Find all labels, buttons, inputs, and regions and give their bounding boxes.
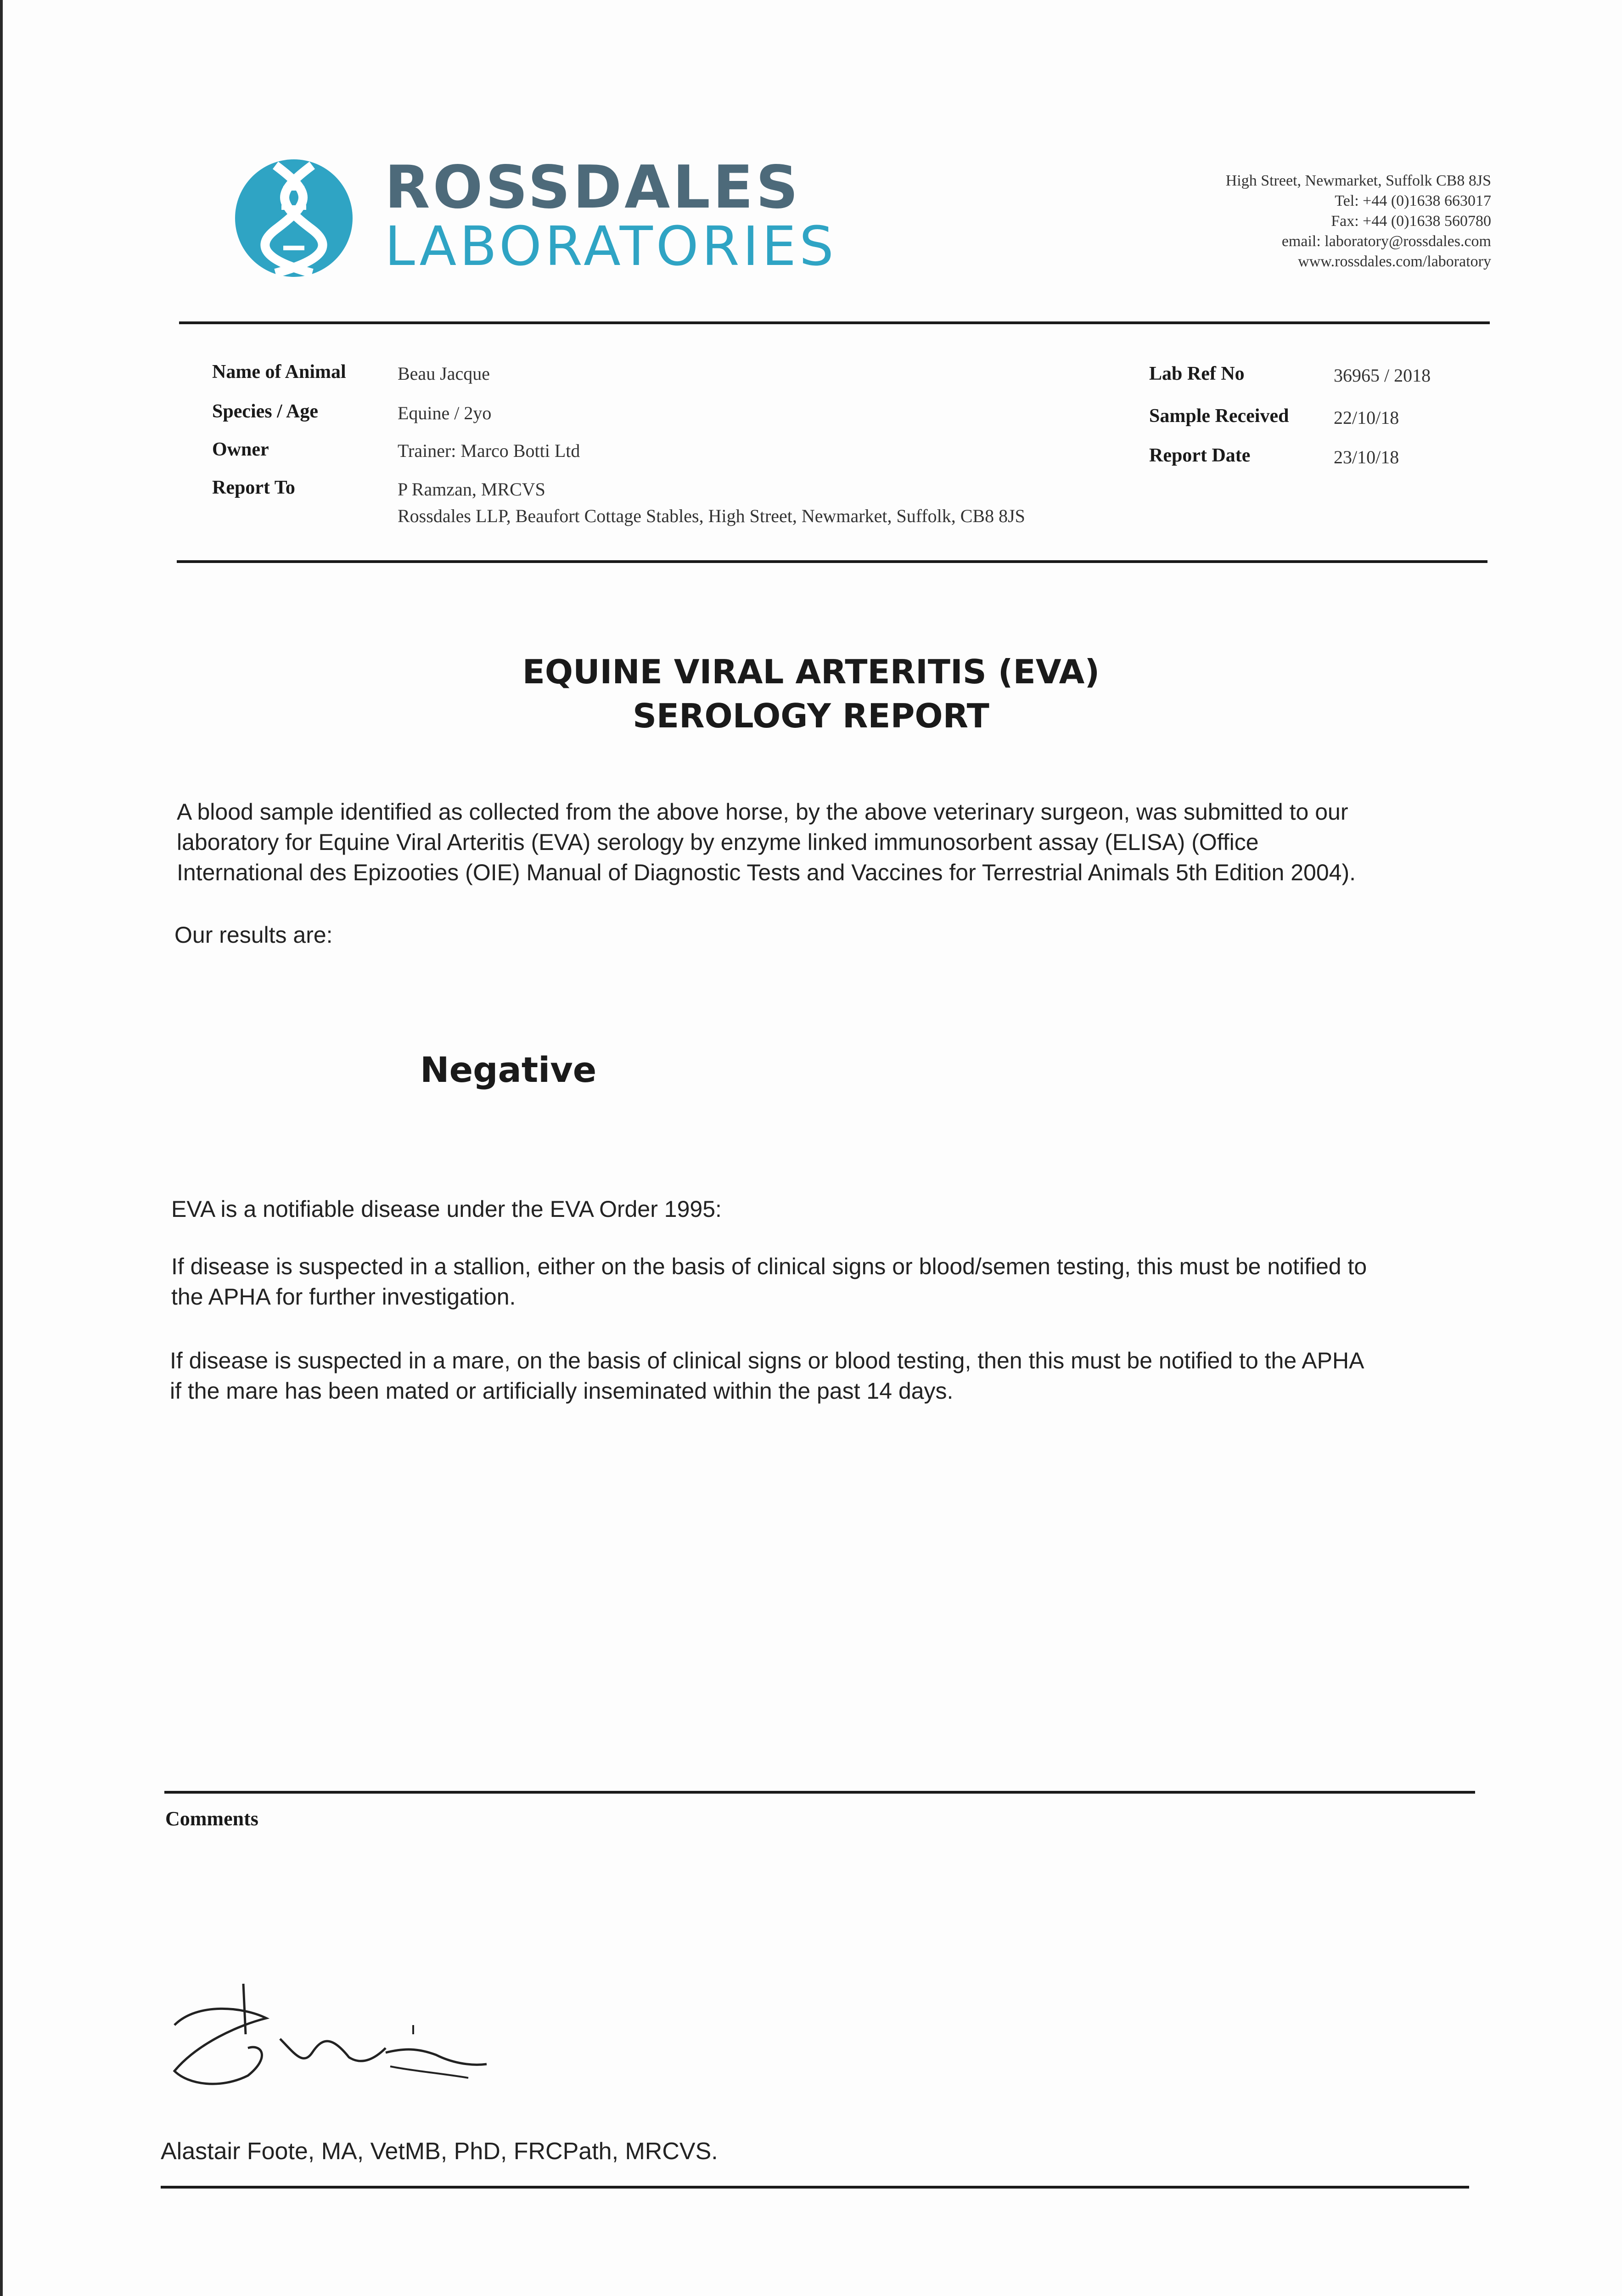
brand-wordmark xyxy=(385,153,837,278)
address-line: Fax: +44 (0)1638 560780 xyxy=(1331,213,1491,230)
brand-line1: ROSSDALES xyxy=(385,153,801,222)
results-intro: Our results are: xyxy=(174,922,333,948)
report-to-label: Report To xyxy=(212,477,295,498)
address-line: email: laboratory@rossdales.com xyxy=(1281,233,1491,250)
report-to-name: P Ramzan, MRCVS xyxy=(398,479,545,500)
address-line: Tel: +44 (0)1638 663017 xyxy=(1335,192,1491,209)
intro-line: A blood sample identified as collected from the above horse, by the above veterinary surgeon, was submitted to our xyxy=(177,799,1348,825)
header-rule xyxy=(179,321,1490,324)
report-date-value: 23/10/18 xyxy=(1334,447,1399,467)
dna-helix-icon xyxy=(232,156,356,280)
sample-received-value: 22/10/18 xyxy=(1334,407,1399,428)
owner-label: Owner xyxy=(212,439,269,460)
owner-value: Trainer: Marco Botti Ltd xyxy=(398,440,580,461)
report-title-line2: SEROLOGY REPORT xyxy=(633,697,989,735)
name-of-animal-label: Name of Animal xyxy=(212,361,346,383)
report-date-label: Report Date xyxy=(1149,445,1251,466)
lab-ref-label: Lab Ref No xyxy=(1149,363,1245,384)
brand-line2: LABORATORIES xyxy=(385,214,837,278)
intro-line: International des Epizooties (OIE) Manual of Diagnostic Tests and Vaccines for Terrestrial Animals 5th Edition 2004). xyxy=(177,860,1356,885)
stallion-line: the APHA for further investigation. xyxy=(171,1284,516,1310)
details-rule xyxy=(177,560,1487,563)
report-title xyxy=(0,650,1622,738)
report-to-address: Rossdales LLP, Beaufort Cottage Stables, High Street, Newmarket, Suffolk, CB8 8JS xyxy=(398,506,1025,526)
address-line: www.rossdales.com/laboratory xyxy=(1298,253,1491,270)
mare-line: if the mare has been mated or artificially inseminated within the past 14 days. xyxy=(170,1378,954,1404)
species-age-value: Equine / 2yo xyxy=(398,403,492,423)
name-of-animal-value: Beau Jacque xyxy=(398,363,490,384)
intro-line: laboratory for Equine Viral Arteritis (EVA) serology by enzyme linked immunosorbent assay (ELISA) (Office xyxy=(177,829,1259,855)
footer-rule xyxy=(161,2186,1469,2189)
sample-received-label: Sample Received xyxy=(1149,405,1289,427)
mare-line: If disease is suspected in a mare, on the basis of clinical signs or blood testing, then this must be notified to the APHA xyxy=(170,1348,1364,1373)
species-age-label: Species / Age xyxy=(212,401,318,422)
signature-mark xyxy=(156,1975,523,2126)
report-title-line1: EQUINE VIRAL ARTERITIS (EVA) xyxy=(522,653,1100,691)
notifiable-statement: EVA is a notifiable disease under the EVA Order 1995: xyxy=(171,1196,722,1222)
stallion-paragraph xyxy=(171,1251,1367,1312)
result-value: Negative xyxy=(420,1049,597,1090)
intro-paragraph xyxy=(177,797,1356,888)
signer-name: Alastair Foote, MA, VetMB, PhD, FRCPath, MRCVS. xyxy=(161,2138,718,2165)
stallion-line: If disease is suspected in a stallion, either on the basis of clinical signs or blood/semen testing, this must be notified to xyxy=(171,1254,1367,1279)
lab-address xyxy=(1226,171,1491,272)
scan-edge xyxy=(0,0,3,2296)
comments-rule xyxy=(164,1791,1475,1794)
mare-paragraph xyxy=(170,1345,1364,1406)
lab-ref-value: 36965 / 2018 xyxy=(1334,365,1431,386)
comments-label: Comments xyxy=(165,1807,258,1830)
address-line: High Street, Newmarket, Suffolk CB8 8JS xyxy=(1225,172,1491,189)
